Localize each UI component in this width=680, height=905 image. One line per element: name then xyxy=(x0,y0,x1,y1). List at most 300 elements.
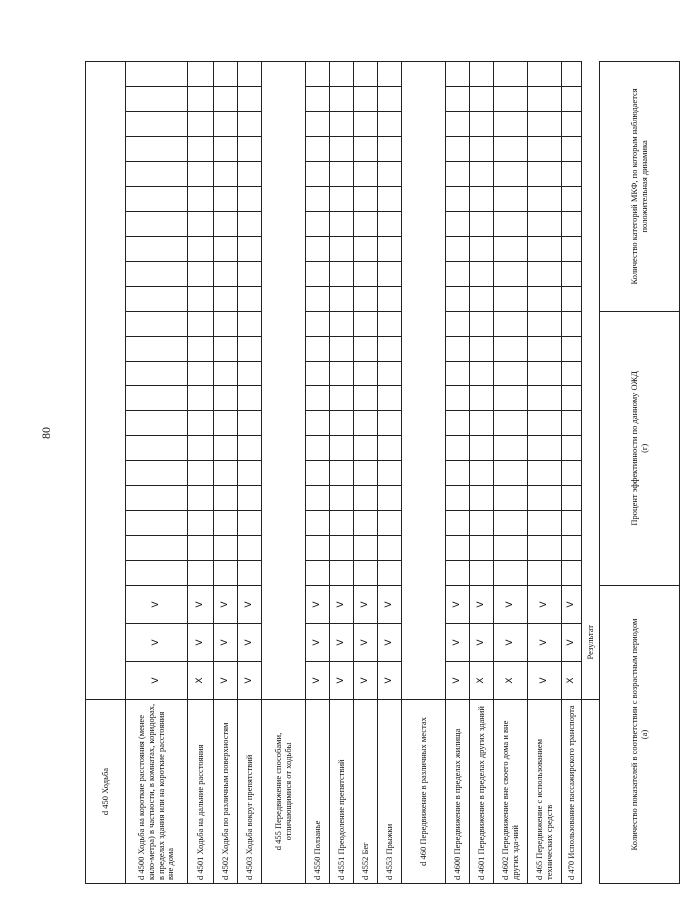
grid-cell[interactable] xyxy=(528,386,562,411)
grid-cell[interactable] xyxy=(494,486,528,511)
grid-cell[interactable] xyxy=(378,311,402,336)
grid-cell[interactable] xyxy=(446,286,470,311)
grid-cell[interactable] xyxy=(214,436,238,461)
mark-cell[interactable]: V xyxy=(238,662,262,700)
mark-cell[interactable]: V xyxy=(378,662,402,700)
grid-cell[interactable] xyxy=(214,336,238,361)
grid-cell[interactable] xyxy=(188,536,214,561)
mark-cell[interactable]: V xyxy=(330,662,354,700)
grid-cell[interactable] xyxy=(528,361,562,386)
grid-cell[interactable] xyxy=(354,436,378,461)
grid-cell[interactable] xyxy=(188,561,214,586)
grid-cell[interactable] xyxy=(562,87,582,112)
grid-cell[interactable] xyxy=(354,62,378,87)
grid-cell[interactable] xyxy=(354,236,378,261)
grid-cell[interactable] xyxy=(562,336,582,361)
grid-cell[interactable] xyxy=(562,311,582,336)
grid-cell[interactable] xyxy=(306,511,330,536)
grid-cell[interactable] xyxy=(238,411,262,436)
grid-cell[interactable] xyxy=(306,162,330,187)
mark-cell[interactable]: V xyxy=(188,586,214,624)
grid-cell[interactable] xyxy=(446,162,470,187)
grid-cell[interactable] xyxy=(354,361,378,386)
grid-cell[interactable] xyxy=(446,361,470,386)
grid-cell[interactable] xyxy=(306,386,330,411)
grid-cell[interactable] xyxy=(494,511,528,536)
grid-cell[interactable] xyxy=(188,311,214,336)
mark-cell[interactable]: V xyxy=(306,662,330,700)
grid-cell[interactable] xyxy=(528,62,562,87)
grid-cell[interactable] xyxy=(378,187,402,212)
grid-cell[interactable] xyxy=(330,112,354,137)
grid-cell[interactable] xyxy=(306,436,330,461)
grid-cell[interactable] xyxy=(214,411,238,436)
grid-cell[interactable] xyxy=(494,137,528,162)
grid-cell[interactable] xyxy=(126,536,188,561)
mark-cell[interactable]: V xyxy=(470,586,494,624)
grid-cell[interactable] xyxy=(330,461,354,486)
grid-cell[interactable] xyxy=(446,112,470,137)
grid-cell[interactable] xyxy=(238,286,262,311)
grid-cell[interactable] xyxy=(470,236,494,261)
grid-cell[interactable] xyxy=(238,211,262,236)
grid-cell[interactable] xyxy=(126,211,188,236)
mark-cell[interactable]: V xyxy=(214,586,238,624)
grid-cell[interactable] xyxy=(446,236,470,261)
grid-cell[interactable] xyxy=(470,361,494,386)
grid-cell[interactable] xyxy=(126,62,188,87)
grid-cell[interactable] xyxy=(528,137,562,162)
grid-cell[interactable] xyxy=(494,361,528,386)
grid-cell[interactable] xyxy=(330,361,354,386)
grid-cell[interactable] xyxy=(188,112,214,137)
grid-cell[interactable] xyxy=(494,461,528,486)
grid-cell[interactable] xyxy=(238,162,262,187)
grid-cell[interactable] xyxy=(378,436,402,461)
grid-cell[interactable] xyxy=(378,561,402,586)
grid-cell[interactable] xyxy=(238,486,262,511)
mark-cell[interactable]: V xyxy=(126,662,188,700)
mark-cell[interactable]: V xyxy=(378,586,402,624)
grid-cell[interactable] xyxy=(354,561,378,586)
grid-cell[interactable] xyxy=(188,386,214,411)
grid-cell[interactable] xyxy=(330,486,354,511)
grid-cell[interactable] xyxy=(238,561,262,586)
grid-cell[interactable] xyxy=(378,386,402,411)
grid-cell[interactable] xyxy=(330,162,354,187)
grid-cell[interactable] xyxy=(126,236,188,261)
grid-cell[interactable] xyxy=(470,286,494,311)
mark-cell[interactable]: V xyxy=(378,624,402,662)
grid-cell[interactable] xyxy=(126,137,188,162)
grid-cell[interactable] xyxy=(446,336,470,361)
grid-cell[interactable] xyxy=(214,511,238,536)
grid-cell[interactable] xyxy=(238,187,262,212)
grid-cell[interactable] xyxy=(470,536,494,561)
grid-cell[interactable] xyxy=(354,137,378,162)
grid-cell[interactable] xyxy=(378,137,402,162)
grid-cell[interactable] xyxy=(214,311,238,336)
grid-cell[interactable] xyxy=(494,236,528,261)
grid-cell[interactable] xyxy=(378,411,402,436)
mark-cell[interactable]: V xyxy=(446,662,470,700)
grid-cell[interactable] xyxy=(562,511,582,536)
grid-cell[interactable] xyxy=(446,411,470,436)
grid-cell[interactable] xyxy=(354,261,378,286)
grid-cell[interactable] xyxy=(528,311,562,336)
grid-cell[interactable] xyxy=(214,62,238,87)
grid-cell[interactable] xyxy=(188,336,214,361)
grid-cell[interactable] xyxy=(330,511,354,536)
grid-cell[interactable] xyxy=(126,461,188,486)
grid-cell[interactable] xyxy=(354,411,378,436)
grid-cell[interactable] xyxy=(188,486,214,511)
grid-cell[interactable] xyxy=(494,411,528,436)
grid-cell[interactable] xyxy=(188,511,214,536)
grid-cell[interactable] xyxy=(378,87,402,112)
grid-cell[interactable] xyxy=(354,211,378,236)
grid-cell[interactable] xyxy=(446,561,470,586)
grid-cell[interactable] xyxy=(446,137,470,162)
grid-cell[interactable] xyxy=(354,286,378,311)
grid-cell[interactable] xyxy=(238,87,262,112)
grid-cell[interactable] xyxy=(494,536,528,561)
grid-cell[interactable] xyxy=(330,386,354,411)
grid-cell[interactable] xyxy=(528,511,562,536)
mark-cell[interactable]: V xyxy=(354,624,378,662)
mark-cell[interactable]: V xyxy=(126,586,188,624)
grid-cell[interactable] xyxy=(354,112,378,137)
grid-cell[interactable] xyxy=(528,561,562,586)
mark-cell[interactable]: V xyxy=(446,586,470,624)
grid-cell[interactable] xyxy=(446,436,470,461)
grid-cell[interactable] xyxy=(470,162,494,187)
grid-cell[interactable] xyxy=(528,87,562,112)
mark-cell[interactable]: V xyxy=(306,586,330,624)
grid-cell[interactable] xyxy=(330,336,354,361)
grid-cell[interactable] xyxy=(330,436,354,461)
mark-cell[interactable]: V xyxy=(354,662,378,700)
grid-cell[interactable] xyxy=(562,361,582,386)
grid-cell[interactable] xyxy=(238,361,262,386)
grid-cell[interactable] xyxy=(188,62,214,87)
grid-cell[interactable] xyxy=(562,187,582,212)
grid-cell[interactable] xyxy=(378,286,402,311)
grid-cell[interactable] xyxy=(306,411,330,436)
grid-cell[interactable] xyxy=(528,536,562,561)
mark-cell[interactable]: V xyxy=(306,624,330,662)
mark-cell[interactable]: V xyxy=(214,662,238,700)
grid-cell[interactable] xyxy=(446,87,470,112)
grid-cell[interactable] xyxy=(330,261,354,286)
grid-cell[interactable] xyxy=(214,561,238,586)
grid-cell[interactable] xyxy=(494,211,528,236)
grid-cell[interactable] xyxy=(238,311,262,336)
mark-cell[interactable]: V xyxy=(214,624,238,662)
grid-cell[interactable] xyxy=(470,411,494,436)
grid-cell[interactable] xyxy=(238,336,262,361)
grid-cell[interactable] xyxy=(494,62,528,87)
grid-cell[interactable] xyxy=(188,411,214,436)
grid-cell[interactable] xyxy=(378,261,402,286)
grid-cell[interactable] xyxy=(238,236,262,261)
grid-cell[interactable] xyxy=(330,211,354,236)
grid-cell[interactable] xyxy=(238,386,262,411)
grid-cell[interactable] xyxy=(562,286,582,311)
grid-cell[interactable] xyxy=(494,286,528,311)
grid-cell[interactable] xyxy=(214,137,238,162)
grid-cell[interactable] xyxy=(528,112,562,137)
grid-cell[interactable] xyxy=(188,286,214,311)
grid-cell[interactable] xyxy=(562,411,582,436)
grid-cell[interactable] xyxy=(562,261,582,286)
mark-cell[interactable]: V xyxy=(238,624,262,662)
grid-cell[interactable] xyxy=(214,536,238,561)
grid-cell[interactable] xyxy=(126,361,188,386)
grid-cell[interactable] xyxy=(214,261,238,286)
grid-cell[interactable] xyxy=(378,461,402,486)
mark-cell[interactable]: X xyxy=(470,662,494,700)
grid-cell[interactable] xyxy=(446,62,470,87)
grid-cell[interactable] xyxy=(188,436,214,461)
mark-cell[interactable]: V xyxy=(330,586,354,624)
grid-cell[interactable] xyxy=(562,461,582,486)
mark-cell[interactable]: V xyxy=(528,586,562,624)
grid-cell[interactable] xyxy=(354,162,378,187)
grid-cell[interactable] xyxy=(238,137,262,162)
grid-cell[interactable] xyxy=(214,361,238,386)
grid-cell[interactable] xyxy=(378,336,402,361)
grid-cell[interactable] xyxy=(330,311,354,336)
grid-cell[interactable] xyxy=(528,187,562,212)
grid-cell[interactable] xyxy=(306,336,330,361)
grid-cell[interactable] xyxy=(378,236,402,261)
mark-cell[interactable]: V xyxy=(562,586,582,624)
grid-cell[interactable] xyxy=(470,486,494,511)
grid-cell[interactable] xyxy=(306,62,330,87)
grid-cell[interactable] xyxy=(378,211,402,236)
grid-cell[interactable] xyxy=(494,561,528,586)
grid-cell[interactable] xyxy=(330,561,354,586)
grid-cell[interactable] xyxy=(188,87,214,112)
grid-cell[interactable] xyxy=(494,336,528,361)
mark-cell[interactable]: V xyxy=(528,624,562,662)
grid-cell[interactable] xyxy=(214,162,238,187)
grid-cell[interactable] xyxy=(126,386,188,411)
grid-cell[interactable] xyxy=(562,162,582,187)
grid-cell[interactable] xyxy=(214,87,238,112)
grid-cell[interactable] xyxy=(306,137,330,162)
grid-cell[interactable] xyxy=(562,486,582,511)
grid-cell[interactable] xyxy=(126,112,188,137)
grid-cell[interactable] xyxy=(330,536,354,561)
grid-cell[interactable] xyxy=(470,511,494,536)
grid-cell[interactable] xyxy=(238,461,262,486)
grid-cell[interactable] xyxy=(126,336,188,361)
grid-cell[interactable] xyxy=(470,386,494,411)
grid-cell[interactable] xyxy=(494,187,528,212)
grid-cell[interactable] xyxy=(354,187,378,212)
mark-cell[interactable]: V xyxy=(126,624,188,662)
grid-cell[interactable] xyxy=(354,336,378,361)
mark-cell[interactable]: V xyxy=(470,624,494,662)
mark-cell[interactable]: V xyxy=(562,624,582,662)
grid-cell[interactable] xyxy=(470,62,494,87)
grid-cell[interactable] xyxy=(562,386,582,411)
grid-cell[interactable] xyxy=(562,137,582,162)
grid-cell[interactable] xyxy=(306,211,330,236)
grid-cell[interactable] xyxy=(126,87,188,112)
grid-cell[interactable] xyxy=(306,112,330,137)
grid-cell[interactable] xyxy=(214,187,238,212)
grid-cell[interactable] xyxy=(446,211,470,236)
grid-cell[interactable] xyxy=(188,137,214,162)
grid-cell[interactable] xyxy=(354,461,378,486)
grid-cell[interactable] xyxy=(494,162,528,187)
grid-cell[interactable] xyxy=(188,361,214,386)
grid-cell[interactable] xyxy=(562,561,582,586)
grid-cell[interactable] xyxy=(238,511,262,536)
grid-cell[interactable] xyxy=(470,112,494,137)
grid-cell[interactable] xyxy=(354,311,378,336)
grid-cell[interactable] xyxy=(188,187,214,212)
grid-cell[interactable] xyxy=(238,112,262,137)
grid-cell[interactable] xyxy=(528,211,562,236)
mark-cell[interactable]: X xyxy=(494,662,528,700)
grid-cell[interactable] xyxy=(470,261,494,286)
mark-cell[interactable]: V xyxy=(354,586,378,624)
mark-cell[interactable]: V xyxy=(188,624,214,662)
grid-cell[interactable] xyxy=(528,286,562,311)
grid-cell[interactable] xyxy=(126,162,188,187)
grid-cell[interactable] xyxy=(126,187,188,212)
grid-cell[interactable] xyxy=(494,87,528,112)
grid-cell[interactable] xyxy=(306,461,330,486)
grid-cell[interactable] xyxy=(214,211,238,236)
grid-cell[interactable] xyxy=(330,137,354,162)
grid-cell[interactable] xyxy=(446,261,470,286)
grid-cell[interactable] xyxy=(378,536,402,561)
grid-cell[interactable] xyxy=(354,386,378,411)
grid-cell[interactable] xyxy=(494,436,528,461)
grid-cell[interactable] xyxy=(354,511,378,536)
grid-cell[interactable] xyxy=(528,261,562,286)
grid-cell[interactable] xyxy=(378,486,402,511)
grid-cell[interactable] xyxy=(306,311,330,336)
mark-cell[interactable]: X xyxy=(188,662,214,700)
grid-cell[interactable] xyxy=(214,461,238,486)
grid-cell[interactable] xyxy=(330,236,354,261)
grid-cell[interactable] xyxy=(188,162,214,187)
grid-cell[interactable] xyxy=(188,211,214,236)
grid-cell[interactable] xyxy=(470,336,494,361)
grid-cell[interactable] xyxy=(470,461,494,486)
grid-cell[interactable] xyxy=(354,87,378,112)
grid-cell[interactable] xyxy=(126,561,188,586)
grid-cell[interactable] xyxy=(528,411,562,436)
grid-cell[interactable] xyxy=(378,112,402,137)
grid-cell[interactable] xyxy=(330,286,354,311)
grid-cell[interactable] xyxy=(446,486,470,511)
grid-cell[interactable] xyxy=(126,486,188,511)
grid-cell[interactable] xyxy=(470,211,494,236)
grid-cell[interactable] xyxy=(562,112,582,137)
grid-cell[interactable] xyxy=(330,62,354,87)
grid-cell[interactable] xyxy=(214,236,238,261)
grid-cell[interactable] xyxy=(528,162,562,187)
grid-cell[interactable] xyxy=(306,286,330,311)
grid-cell[interactable] xyxy=(562,62,582,87)
grid-cell[interactable] xyxy=(562,536,582,561)
grid-cell[interactable] xyxy=(188,261,214,286)
grid-cell[interactable] xyxy=(306,236,330,261)
grid-cell[interactable] xyxy=(494,386,528,411)
mark-cell[interactable]: X xyxy=(562,662,582,700)
grid-cell[interactable] xyxy=(306,536,330,561)
grid-cell[interactable] xyxy=(562,436,582,461)
grid-cell[interactable] xyxy=(354,486,378,511)
grid-cell[interactable] xyxy=(238,62,262,87)
grid-cell[interactable] xyxy=(446,386,470,411)
grid-cell[interactable] xyxy=(446,311,470,336)
grid-cell[interactable] xyxy=(306,87,330,112)
grid-cell[interactable] xyxy=(528,436,562,461)
grid-cell[interactable] xyxy=(470,311,494,336)
grid-cell[interactable] xyxy=(378,62,402,87)
mark-cell[interactable]: V xyxy=(330,624,354,662)
grid-cell[interactable] xyxy=(378,511,402,536)
grid-cell[interactable] xyxy=(330,87,354,112)
grid-cell[interactable] xyxy=(446,461,470,486)
grid-cell[interactable] xyxy=(306,261,330,286)
grid-cell[interactable] xyxy=(528,336,562,361)
grid-cell[interactable] xyxy=(214,112,238,137)
grid-cell[interactable] xyxy=(562,211,582,236)
grid-cell[interactable] xyxy=(306,561,330,586)
grid-cell[interactable] xyxy=(378,162,402,187)
grid-cell[interactable] xyxy=(470,137,494,162)
grid-cell[interactable] xyxy=(562,236,582,261)
grid-cell[interactable] xyxy=(494,311,528,336)
grid-cell[interactable] xyxy=(126,261,188,286)
mark-cell[interactable]: V xyxy=(238,586,262,624)
grid-cell[interactable] xyxy=(188,236,214,261)
grid-cell[interactable] xyxy=(470,187,494,212)
grid-cell[interactable] xyxy=(306,361,330,386)
grid-cell[interactable] xyxy=(446,511,470,536)
mark-cell[interactable]: V xyxy=(528,662,562,700)
grid-cell[interactable] xyxy=(494,261,528,286)
grid-cell[interactable] xyxy=(330,411,354,436)
grid-cell[interactable] xyxy=(126,311,188,336)
grid-cell[interactable] xyxy=(126,411,188,436)
grid-cell[interactable] xyxy=(528,461,562,486)
grid-cell[interactable] xyxy=(306,486,330,511)
grid-cell[interactable] xyxy=(214,486,238,511)
grid-cell[interactable] xyxy=(446,536,470,561)
grid-cell[interactable] xyxy=(470,561,494,586)
grid-cell[interactable] xyxy=(470,87,494,112)
grid-cell[interactable] xyxy=(528,236,562,261)
grid-cell[interactable] xyxy=(238,436,262,461)
grid-cell[interactable] xyxy=(494,112,528,137)
mark-cell[interactable]: V xyxy=(494,624,528,662)
grid-cell[interactable] xyxy=(330,187,354,212)
grid-cell[interactable] xyxy=(238,536,262,561)
grid-cell[interactable] xyxy=(214,286,238,311)
grid-cell[interactable] xyxy=(306,187,330,212)
grid-cell[interactable] xyxy=(126,286,188,311)
